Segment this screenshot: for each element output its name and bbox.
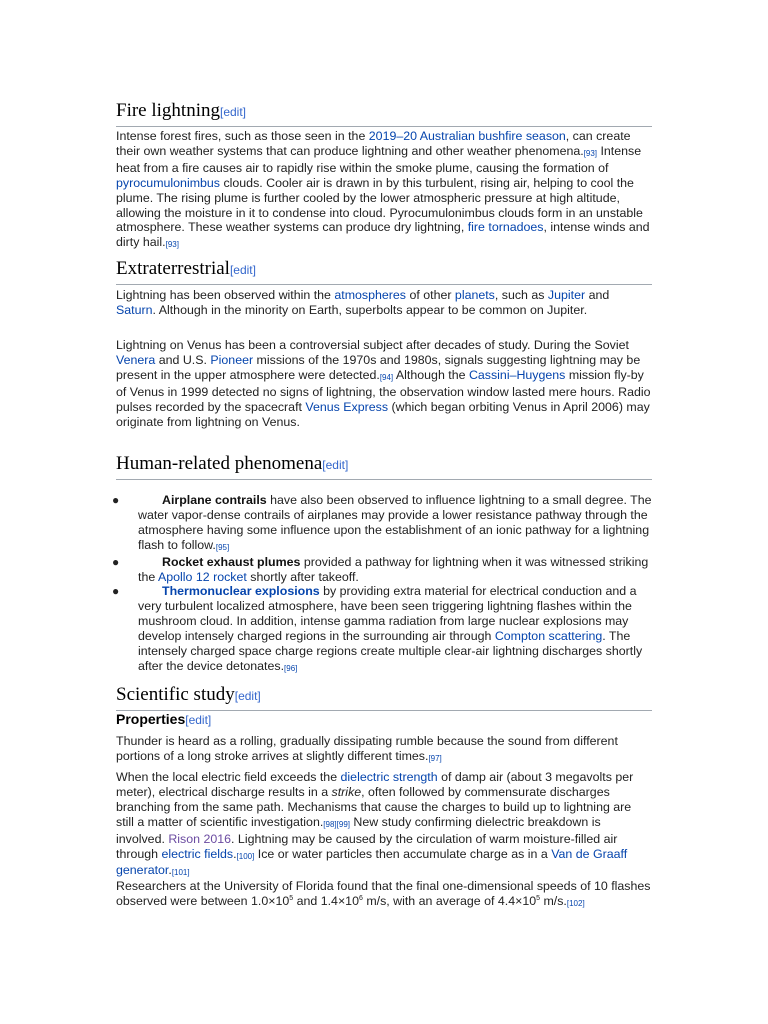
citation-93-b[interactable]: [93]: [165, 240, 179, 250]
text: Lightning on Venus has been a controversial subject after decades of study. During the Soviet: [116, 338, 629, 352]
paragraph-extra-2: [116, 338, 652, 429]
heading-scientific-study: [116, 684, 652, 711]
text: . Lightning may be caused by the circulation of warm moisture-filled air through: [116, 831, 618, 861]
link-thermonuclear[interactable]: Thermonuclear explosions: [162, 584, 320, 599]
citation-99[interactable]: [99]: [336, 819, 350, 829]
text: by providing extra material for electrical conduction and a very turbulent localized atmosphere, have been seen triggering lightning flashes within the mushroom cloud. In addition, intense gamma radiation from large nuclear explosions may develop intensely charged regions in the surrounding air through: [138, 584, 637, 644]
link-rison-2016[interactable]: Rison 2016: [168, 831, 232, 846]
text: (which began orbiting Venus in April 2006) may originate from lightning on Venus.: [116, 399, 650, 429]
link-venera[interactable]: Venera: [116, 352, 156, 367]
link-pyrocumulonimbus[interactable]: pyrocumulonimbus: [116, 175, 220, 190]
bullet-icon: ●: [112, 584, 120, 599]
text: missions of the 1970s and 1980s, signals suggesting lightning may be present in the upper atmosphere were detected.: [116, 352, 641, 382]
citation-101[interactable]: [101]: [171, 868, 190, 878]
citation-97[interactable]: [97]: [428, 753, 442, 763]
link-jupiter[interactable]: Jupiter: [547, 288, 586, 302]
list-item: [112, 493, 652, 555]
heading-title: Human-related phenomena: [116, 453, 323, 474]
link-venus-express[interactable]: Venus Express: [305, 399, 389, 414]
text: .: [233, 846, 237, 861]
text: m/s, with an average of 4.4×10: [362, 893, 537, 908]
heading-fire-lightning: [116, 100, 652, 127]
paragraph-science-3: [116, 879, 652, 911]
exponent: 5: [536, 894, 541, 902]
link-atmospheres[interactable]: atmospheres: [334, 288, 407, 302]
citation-94[interactable]: [94]: [379, 372, 394, 382]
link-pioneer[interactable]: Pioneer: [210, 352, 254, 367]
text: m/s.: [540, 893, 567, 908]
text: Ice or water particles then accumulate charge as in a: [254, 846, 552, 861]
term: [162, 584, 320, 598]
text: Intense heat from a fire causes air to rapidly rise within the smoke plume, causing the formation of: [116, 143, 642, 175]
citation-100[interactable]: [100]: [236, 851, 255, 861]
text: Lightning has been observed within the: [116, 288, 335, 302]
list-item: [112, 584, 652, 675]
text: . Although in the minority on Earth, superbolts appear to be common on Jupiter.: [152, 302, 588, 317]
text: New study confirming dielectric breakdown is involved.: [116, 814, 601, 846]
citation-98[interactable]: [98]: [323, 819, 337, 829]
text: Intense forest fires, such as those seen in the: [116, 129, 369, 143]
heading-title: Scientific study: [116, 684, 235, 705]
text: clouds. Cooler air is drawn in by this turbulent, rising air, helping to cool the plume. The rising plume is further cooled by the lower atmospheric pressure at high altitude, allowing the moisture in it to condense into cloud. Pyrocumulonimbus clouds form in an unstable atmosphere. These weather systems can produce dry lightning,: [116, 175, 643, 235]
text: shortly after takeoff.: [246, 569, 359, 584]
text: .: [168, 863, 172, 878]
link-compton-scattering[interactable]: Compton scattering: [494, 629, 603, 644]
edit-link[interactable]: [edit]: [219, 105, 246, 119]
subheading-properties: [116, 710, 211, 729]
text: of other: [406, 288, 455, 302]
exponent: 5: [289, 894, 294, 902]
link-australian-bushfire[interactable]: 2019–20 Australian bushfire season: [368, 129, 566, 143]
citation-95[interactable]: [95]: [215, 542, 230, 552]
text: mission fly-by of Venus in 1999 detected no signs of lightning, the observation window lasted mere hours. Radio pulses recorded by the spacecraft: [116, 367, 651, 414]
edit-link[interactable]: [edit]: [185, 713, 212, 727]
text: When the local electric field exceeds the: [116, 770, 341, 784]
text: and 1.4×10: [293, 893, 359, 908]
citation-96[interactable]: [96]: [284, 663, 298, 673]
text: have also been observed to influence lightning to a small degree. The water vapor-dense contrails of airplanes may provide a lower resistance pathway through the atmosphere having some influence upon the establishment of an ionic pathway for a lightning flash to follow.: [138, 493, 652, 552]
text: and U.S.: [155, 352, 211, 367]
edit-link[interactable]: [edit]: [234, 689, 261, 703]
heading-extraterrestrial: [116, 258, 652, 285]
link-dielectric-strength[interactable]: dielectric strength: [340, 770, 438, 784]
text: , can create their own weather systems that can produce lightning and other weather phenomena.: [116, 129, 631, 158]
text: , intense winds and dirty hail.: [116, 220, 650, 250]
link-apollo-12[interactable]: Apollo 12 rocket: [157, 569, 247, 584]
link-electric-fields[interactable]: electric fields: [161, 846, 234, 861]
text: , such as: [494, 288, 548, 302]
term: Airplane contrails: [162, 493, 267, 507]
paragraph-extra-1: [116, 288, 652, 318]
text: . The intensely charged space charge regions create multiple clear-air lightning discharges shortly after the device detonates.: [138, 629, 643, 673]
link-fire-tornadoes[interactable]: fire tornadoes: [467, 220, 544, 235]
list-item: [112, 554, 652, 585]
exponent: 6: [358, 894, 363, 902]
link-planets[interactable]: planets: [454, 288, 495, 302]
link-saturn[interactable]: Saturn: [116, 302, 153, 317]
edit-link[interactable]: [edit]: [322, 458, 349, 472]
paragraph-science-2: [116, 770, 652, 880]
heading-title: Extraterrestrial: [116, 258, 230, 279]
italic-term: strike: [331, 784, 362, 799]
heading-human-related: [116, 453, 652, 480]
citation-102[interactable]: [102]: [566, 898, 585, 908]
paragraph-fire: [116, 129, 652, 252]
bullet-icon: ●: [112, 493, 120, 507]
phenomena-list: [112, 493, 652, 676]
heading-title: Fire lightning: [116, 100, 220, 121]
text: Thunder is heard as a rolling, gradually dissipating rumble because the sound from different portions of a long stroke arrives at slightly different times.: [116, 734, 618, 763]
term: Rocket exhaust plumes: [162, 554, 301, 569]
text: of damp air (about 3 megavolts per meter), electrical discharge results in a: [116, 770, 634, 799]
link-cassini-huygens[interactable]: Cassini–Huygens: [468, 367, 566, 382]
bullet-icon: ●: [112, 554, 120, 569]
text: Although the: [393, 367, 469, 382]
paragraph-science-1: [116, 734, 652, 766]
text: provided a pathway for lightning when it was witnessed striking the: [138, 554, 649, 584]
subheading-title: Properties: [116, 711, 186, 727]
citation-93[interactable]: [93]: [583, 148, 598, 158]
edit-link[interactable]: [edit]: [229, 263, 256, 277]
link-van-de-graaff[interactable]: Van de Graaff generator: [116, 846, 628, 878]
text: and: [585, 288, 610, 302]
text: Researchers at the University of Florida found that the final one-dimensional speeds of 10 flashes observed were between 1.0×10: [116, 879, 651, 908]
text: , often followed by commensurate discharges branching from the same path. Mechanisms that cause the charges to build up to lightning are still a matter of scientific investigation.: [116, 784, 632, 829]
